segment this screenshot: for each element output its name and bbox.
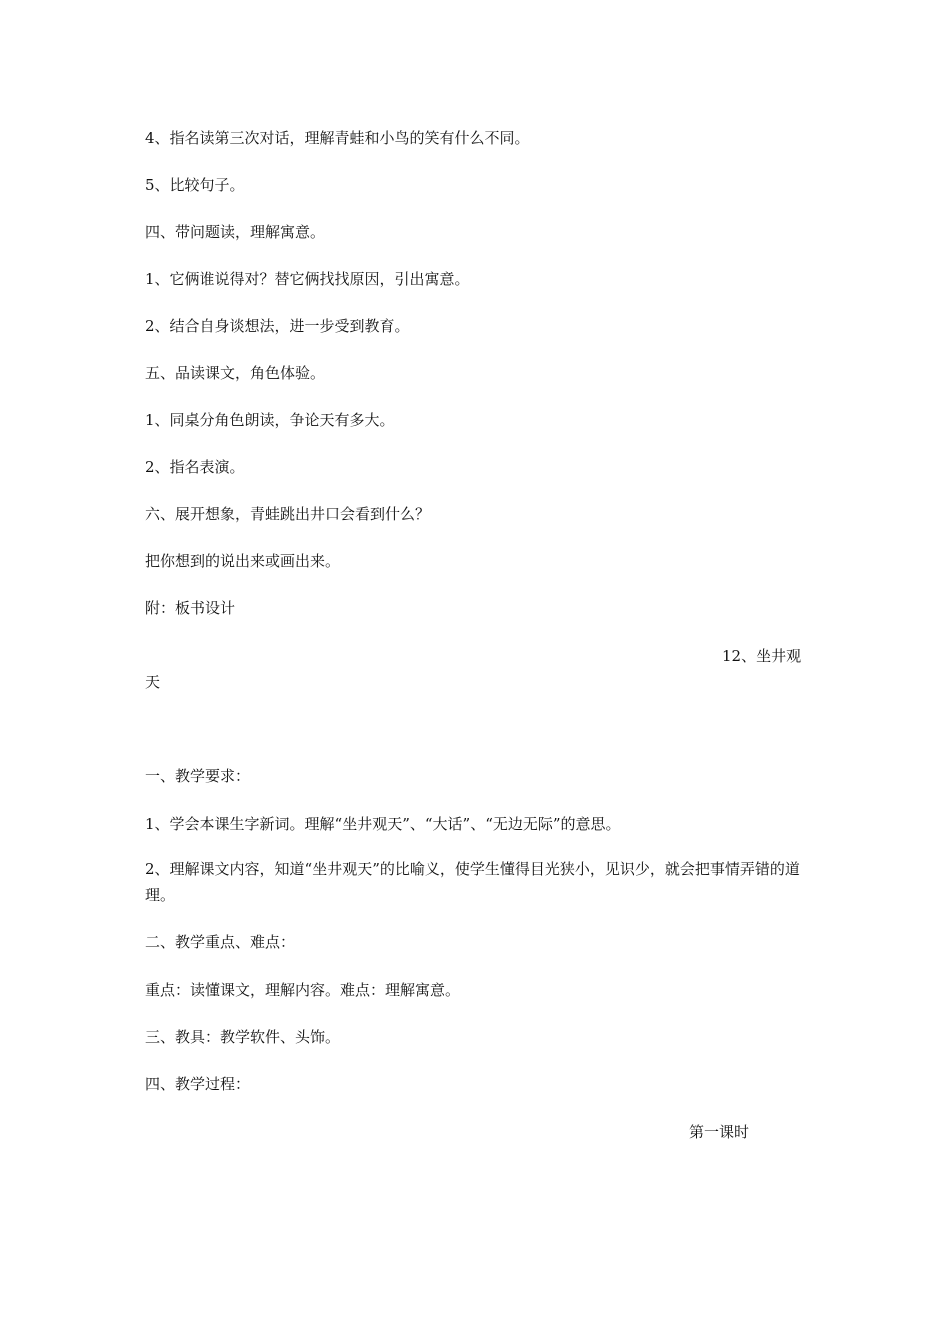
paragraph-item-1: 1、它俩谁说得对？替它俩找找原因，引出寓意。 [145,270,470,288]
heading-teaching-requirements: 一、教学要求： [145,767,251,785]
lesson-title-part-2: 天 [145,673,161,691]
paragraph-imagination: 把你想到的说出来或画出来。 [145,552,341,570]
heading-key-points: 二、教学重点、难点： [145,933,296,951]
heading-section-5: 五、品读课文，角色体验。 [145,364,326,382]
lesson-title-part-1: 12、坐井观 [722,647,802,665]
requirement-item-1: 1、学会本课生字新词。理解“坐井观天”、“大话”、“无边无际”的意思。 [145,815,621,833]
heading-section-4: 四、带问题读，理解寓意。 [145,223,326,241]
board-design-label: 附：板书设计 [145,599,236,617]
requirement-item-2: 2、理解课文内容，知道“坐井观天”的比喻义，使学生懂得目光狭小，见识少，就会把事情弄错的道理。 [145,860,800,904]
paragraph-item-4: 2、指名表演。 [145,458,245,476]
paragraph-item-2: 2、结合自身谈想法，进一步受到教育。 [145,317,410,335]
paragraph-step-5: 5、比较句子。 [145,176,245,194]
paragraph-item-3: 1、同桌分角色朗读，争论天有多大。 [145,411,395,429]
paragraph-step-4: 4、指名读第三次对话，理解青蛙和小鸟的笑有什么不同。 [145,129,530,147]
section-label: 第一课时 [689,1123,750,1141]
key-points-text: 重点：读懂课文，理解内容。难点：理解寓意。 [145,981,461,999]
heading-section-6: 六、展开想象，青蛙跳出井口会看到什么？ [145,505,431,523]
heading-teaching-process: 四、教学过程： [145,1075,251,1093]
heading-teaching-aids: 三、教具：教学软件、头饰。 [145,1028,341,1046]
